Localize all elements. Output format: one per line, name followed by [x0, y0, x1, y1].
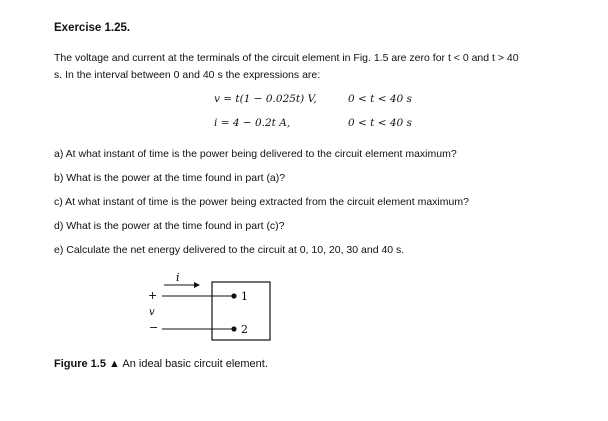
voltage-interval: 0 < t < 40 s	[348, 93, 412, 105]
question-e: e) Calculate the net energy delivered to the circuit at 0, 10, 20, 30 and 40 s.	[54, 244, 405, 256]
voltage-expression: v = t(1 − 0.025t) V,	[214, 93, 317, 105]
intro-line-2: s. In the interval between 0 and 40 s the expressions are:	[54, 69, 321, 81]
terminal-2-label: 2	[241, 323, 248, 336]
question-c: c) At what instant of time is the power being extracted from the circuit element maximum?	[54, 196, 469, 208]
figure-caption-text: An ideal basic circuit element.	[122, 358, 268, 370]
figure-caption	[54, 358, 268, 370]
question-d: d) What is the power at the time found in part (c)?	[54, 220, 285, 232]
figure-caption-marker: ▲	[109, 358, 120, 370]
question-b: b) What is the power at the time found in part (a)?	[54, 172, 286, 184]
figure-caption-label: Figure 1.5	[54, 358, 106, 370]
current-arrow-head	[194, 282, 200, 288]
current-interval: 0 < t < 40 s	[348, 117, 412, 129]
current-label: i	[176, 271, 180, 284]
voltage-label: v	[149, 307, 155, 318]
terminal-1-label: 1	[241, 290, 248, 303]
current-expression: i = 4 − 0.2t A,	[214, 117, 291, 129]
terminal-2-dot	[231, 326, 236, 331]
intro-line-1: The voltage and current at the terminals of the circuit element in Fig. 1.5 are zero for t < 0 and t > 40	[54, 52, 519, 64]
voltage-plus-sign: +	[148, 289, 158, 302]
voltage-minus-sign: −	[149, 321, 159, 334]
terminal-1-dot	[231, 293, 236, 298]
question-a: a) At what instant of time is the power being delivered to the circuit element maximum?	[54, 148, 457, 160]
exercise-title: Exercise 1.25.	[54, 22, 131, 34]
